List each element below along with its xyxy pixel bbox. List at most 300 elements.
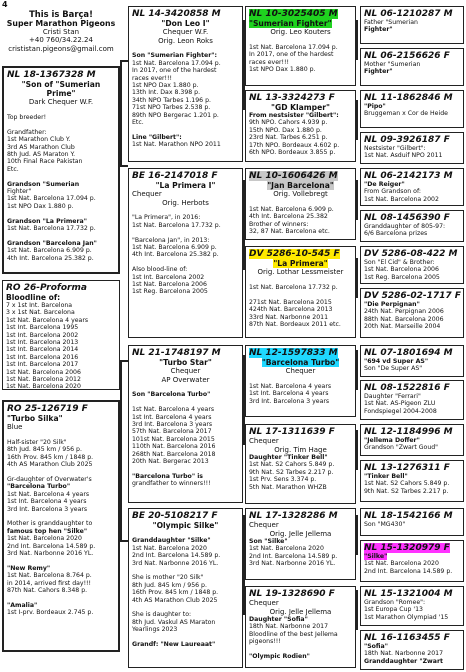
pigeon-note: Fighter" [364,68,393,76]
ring-number: RO 25-126719 F [7,404,88,414]
achievement-list [6,302,116,390]
achievement-line: 18th Nat. Narbonne 2017 [249,623,329,631]
connector-line [120,540,128,542]
pedigree-box-ssd [245,90,356,162]
achievement-line: 4th Int. Barcelona 25.382 p. [7,254,94,262]
pedigree-box-g9 [360,345,464,377]
achievement-line: 1st Nat. Barcelona 2006 [132,281,207,289]
achievement-list [364,316,460,331]
ring-number: NL 16-1163455 F [364,633,450,643]
ring-highlight: NL 15-1320979 F [364,543,450,553]
ring-number: NL 17-1328286 M [249,511,338,521]
achievement-line: 1st Int. Barcelona 2014 [6,346,79,354]
achievement-line: 1st Nat. Barcelona 2012 [6,376,81,384]
achievement-line [7,232,115,239]
achievement-line: 33rd Nat. Narbonne 2011 [249,313,329,321]
achievement-line: 3rd Int. Barcelona 3 years [7,505,88,513]
pigeon-origin: Orig. Vollebregt [273,190,328,198]
achievement-line: Line "Gilbert": [132,133,182,141]
pigeon-name [249,358,352,367]
pigeon-color: Chequer [170,367,201,375]
pigeon-note: 1st Nat. Asduif NPO 2011 [364,152,443,160]
achievement-line: 13th Int. Dax 8.398 p. [132,89,201,97]
pedigree-box-g12 [360,460,464,502]
achievement-line [7,432,115,439]
pedigree-box-dam [2,400,120,652]
connector-line [356,590,358,630]
connector-line [120,360,122,540]
ring-number [249,348,352,358]
achievement-line [7,594,115,601]
ring-number: NL 13-3324273 F [249,93,335,103]
ring-highlight: NL 12-1597833 M [249,348,338,358]
ring-number [364,543,460,553]
achievement-line: 1st Int. Barcelona 1995 [6,324,79,332]
achievement-line: 3rd Nat. Narbonne 2016 YL. [7,550,94,557]
achievement-line: Son "Barcelona Turbo" [132,391,211,399]
achievement-list [249,616,352,660]
achievement-line: 7 x 1st Int. Barcelona [6,302,73,309]
pedigree-box-g11 [360,424,464,456]
pigeon-origin: Orig. Leon Roks [158,36,213,45]
pigeon-note: 24th Nat. Perpignan 2006 [364,308,444,316]
achievement-line: 16th Prov. 845 km / 1848 p. [132,589,219,597]
pedigree-box-dds [245,508,356,580]
achievement-line: She is mother "20 Silk" [132,574,204,582]
ring-highlight: NL 10-3025405 M [249,9,338,19]
achievement-line [249,277,352,284]
achievement-line: 1st Int. Barcelona 4 years [7,498,87,506]
achievement-line: 1st Nat. Barcelona 6.909 p. [249,205,334,213]
pedigree-box-g15 [360,586,464,626]
pedigree-box-g5 [360,168,464,206]
achievement-line [249,291,352,298]
pigeon-note: 1st Nat. Barcelona 2020 [364,560,439,568]
achievement-line: 5th Nat. Marathon WHZB [249,483,327,491]
pigeon-note: 6/6 Barcelona prizes [364,230,428,238]
pedigree-box-dsd [245,424,356,504]
achievement-line: 1st Nat. Barcelona 17.094 p. [132,59,221,67]
achievement-line: 1st Nat. Barcelona 8.764 p. [7,572,92,580]
achievement-line: 17th NPO. Bordeaux 4.602 p. [249,141,340,149]
achievement-line: 2nd Int. Barcelona 14.589 p. [364,567,453,575]
achievement-line: Grandson "Sumerian [7,180,80,188]
achievement-line: 110th Nat. Barcelona 2016 [132,443,216,451]
achievement-line: 3rd Int. Barcelona 3 years [132,421,213,429]
ring-number: NL 06-2142173 M [364,171,453,181]
pedigree-box-ddd [245,586,356,668]
pigeon-name [249,19,352,28]
pedigree-box-sire [2,66,120,274]
achievement-line [132,229,239,236]
achievement-line: Son "Silke" [249,538,288,545]
achievement-list [132,45,239,149]
achievement-line: 15th NPO. Dax 1.880 p. [249,126,322,134]
achievement-line: 23rd Nat. Tarbes 6.251 p. [249,134,328,142]
achievement-line: 4th Int. Barcelona 25.382 [249,213,328,221]
pedigree-box-g4 [360,132,464,164]
pigeon-note: Son "El Cid" & Brother: [364,259,435,266]
pigeon-origin: Orig. Leo Kouters [270,28,331,36]
pedigree-box-g1 [360,6,464,44]
name-highlight: "Barcelona Turbo" [261,358,340,367]
pigeon-name: Bloodline of: [6,293,61,302]
connector-line [120,165,128,167]
owner-name: Cristi Stan [42,28,80,36]
pigeon-note: Fighter" [364,26,393,34]
achievement-line: 8th Jud. AS Maraton Y. [7,150,76,158]
pigeon-origin: AP Overwater [161,375,210,384]
achievement-list [249,538,352,568]
achievement-line: 87th Nat. Bordeaux 2011 etc. [249,320,341,328]
achievement-line: Daughter "Tinker Bell" [249,454,328,461]
pedigree-box-proforma [2,280,120,390]
achievement-line: 1st NPO Dax 1.880 p. [132,82,199,90]
pedigree-box-g13 [360,508,464,536]
pigeon-note: From Grandson of: [364,188,422,196]
achievement-list [249,112,352,156]
achievement-line [132,634,239,641]
achievement-line: Top breeder! [7,113,47,121]
pigeon-note: "Die Perpignan" [364,301,420,308]
pigeon-name: "GD Klamper" [271,103,330,112]
ring-number: BE 20-5108217 F [132,511,218,521]
pedigree-box-g10 [360,380,464,420]
achievement-line: 1st Int. Barcelona 2002 [132,273,205,281]
achievement-line [249,646,352,653]
achievement-line: 3rd Int. Barcelona 3 years [249,397,330,405]
achievement-line: 1st Nat. Marathon NPO 2011 [132,141,221,149]
achievement-line: 1st Int. Barcelona 2013 [6,339,79,347]
achievement-line [7,469,115,476]
achievement-list [132,384,239,488]
achievement-line: 2nd Int. Barcelona 14.589 p. [7,542,96,550]
owner-phone: +40 760/34.22.24 [29,36,93,45]
pigeon-origin: Orig. Jelle Jellema [269,607,332,616]
achievement-line: 1st Nat. Barcelona 6.909 p. [7,247,92,255]
achievement-list [249,199,352,236]
achievement-line: races ever!!! [249,58,289,66]
connector-line [356,20,358,60]
achievement-line: 1st Nat. Barcelona 4 years [6,316,89,324]
pigeon-origin: Orig. Lothar Lessmeister [257,268,344,276]
achievement-line [7,173,115,180]
pedigree-box-g16 [360,630,464,670]
achievement-line: pigeons!!! [249,638,281,646]
pigeon-note: "Tinker Bell" [364,473,408,480]
pigeon-note: "Sofia" [364,643,388,650]
achievement-line: 1st Nat. Barcelona 2002 [364,195,439,203]
achievement-line [132,259,239,266]
pedigree-subtitle: Super Marathon Pigeons [6,19,116,28]
achievement-line: "Barcelona Turbo" [7,483,71,491]
achievement-line: 20th Nat. Marseille 2004 [364,323,441,331]
achievement-line: 2nd Int. Barcelona 14.589 p. [132,552,221,560]
achievement-line: Yearlings 2023 [132,626,178,634]
connector-line [356,180,358,220]
connector-line [120,360,128,362]
achievement-line: 88th Nat. Barcelona 2006 [364,315,444,323]
ring-number: NL 18-1542166 M [364,511,453,521]
achievement-line: 1st Nat. Barcelona 4 years [7,490,90,498]
achievement-line [132,465,239,472]
pedigree-box-g2 [360,48,464,86]
achievement-line [7,210,115,217]
achievement-line: "La Primera", in 2016: [132,214,201,222]
achievement-line: In 2017, one of the hardest [132,67,217,75]
achievement-line: Son "Sumerian Fighter": [132,52,217,60]
pigeon-color: Chequer [249,521,279,529]
achievement-line [132,126,239,133]
ring-number: NL 19-1328690 F [249,589,335,599]
achievement-list [7,432,115,617]
achievement-line: 4th Int. Barcelona 25.382 p. [132,251,219,259]
achievement-line: 1st Nat. Barcelona 17.732 p. [132,221,221,229]
pigeon-note: 1st Nat. Barcelona 2006 [364,266,439,274]
achievement-line [132,399,239,406]
achievement-line: Grandson "Barcelona Jan" [7,239,97,247]
ring-number: RO 26-Proforma [6,283,87,293]
achievement-line: 3rd AS Marathon Club [7,143,75,151]
achievement-list [364,408,460,415]
pigeon-origin: Orig. Tim Hage [274,445,327,454]
achievement-line: 1st Prv. Sens 3.374 p. [249,476,317,484]
achievement-line: 1st Marathon Club Y. [7,136,71,144]
pigeon-note: "694 vd Super AS" [364,358,429,365]
achievement-line [7,557,115,564]
achievement-line: 1st Int. Barcelona 2002 [6,331,79,339]
pedigree-box-g14 [360,540,464,582]
achievement-line: 9th Nat. S2 Tarbes 2.217 p. [364,487,449,495]
achievement-line: 1st Nat. Barcelona 2020 [6,383,81,390]
achievement-line: 101st Nat. Barcelona 2015 [132,435,215,443]
ring-number: NL 21-1748197 M [132,348,221,358]
achievement-line [132,45,239,52]
ring-number: NL 15-1321004 M [364,589,453,599]
achievement-line [7,107,115,114]
pedigree-box-dd [128,508,243,668]
pedigree-box-dss [245,345,356,417]
achievement-line: Grandfather: [7,128,47,136]
pigeon-name: "La Primera I" [155,181,216,190]
achievement-line: 6th NPO. Bordeaux 3.855 p. [249,149,336,157]
ring-number: NL 08-1522816 F [364,383,450,393]
achievement-line: 1st Nat. Barcelona 2006 [6,368,81,376]
pigeon-note: Grandson "Zwart Goud" [364,444,439,452]
pigeon-note [364,553,460,560]
achievement-line: "Olympic Rodien" [249,653,310,661]
ring-number: NL 17-1311639 F [249,427,335,437]
achievement-line: races ever!!! [132,74,172,82]
achievement-line: 271st Nat. Barcelona 2015 [249,298,332,306]
achievement-line: 1st NPO Dax 1.880 p. [7,202,74,210]
connector-line [356,258,358,298]
pedigree-box-ds [128,345,243,503]
pigeon-name: "Olympic Silke" [152,521,219,530]
achievement-list [364,658,460,665]
ring-number [249,9,352,19]
achievement-line [7,121,115,128]
achievement-line: Gr-daughter of Overwater's [7,475,92,483]
pigeon-note: 1st Nat. S2 Cahors 5.849 p. [364,480,450,488]
pigeon-color: Chequer [285,367,316,375]
pigeon-color: Chequer W.F. [162,28,209,36]
achievement-line: From nestsister "Gilbert": [249,112,339,119]
achievement-line: 3 x 1st Nat. Barcelona [6,309,75,317]
achievement-list [364,488,460,495]
pigeon-note: Mother "Sumerian [364,61,421,68]
pigeon-note: Son "MG430" [364,521,406,528]
achievement-line: 1st Int. Barcelona 4 years [249,390,329,398]
achievement-line: Also blood-line of: [132,266,188,274]
ring-number: DV 5286-02-1717 F [364,291,461,301]
pigeon-note: 1st Europa Cup '13 [364,606,423,614]
achievement-line: 1st Nat. Barcelona 4 years [132,406,215,414]
achievement-line [249,376,352,383]
achievement-line: 8th Jud. 845 km / 956 p. [7,446,82,454]
achievement-line: Fondspiegel 2004-2008 [364,407,437,415]
achievement-list [364,568,460,575]
connector-line [356,515,358,555]
achievement-line: Brother of winners: [249,220,309,228]
achievement-line: in 2014, arrived first day!!! [7,579,92,587]
achievement-line: 16th Prov. 845 km / 1848 p. [7,453,94,461]
achievement-line: 268th Nat. Barcelona 2018 [132,450,216,458]
ring-number: NL 07-1801694 M [364,348,453,358]
achievement-line: 71st NPO Tarbes 2.538 p. [132,104,211,112]
achievement-line: Daughter "Sofia" [249,616,308,623]
pigeon-note: "Jellema Doffer" [364,437,420,444]
name-highlight: "Jan Barcelona" [267,181,334,190]
achievement-line: 1st Nat. Barcelona 17.094 p. [249,43,338,51]
pedigree-box-g7 [360,246,464,284]
ring-number: NL 14-3420858 M [132,9,221,19]
pedigree-box-sdd [245,246,356,338]
pigeon-note: Bruggeman x Cor de Heide [364,110,448,118]
achievement-list [132,530,239,649]
achievement-line: 20th Nat. Bergerac 2013 [132,458,209,466]
connector-line [356,430,358,470]
pigeon-name: "Turbo Star" [159,358,212,367]
achievement-line: Fighter" [7,187,32,195]
pedigree-box-sds [245,168,356,240]
pigeon-name: "Son of "Sumerian Prime" [21,80,101,98]
pigeon-color: Chequer [132,190,162,198]
achievement-line: 1st Nat. S2 Cahors 5.849 p. [249,461,335,469]
ring-number: NL 13-1276311 F [364,463,450,473]
achievement-line: Etc. [132,119,144,127]
achievement-line: Granddaughter "Silke" [132,537,211,545]
pigeon-note: "Pipo" [364,103,386,110]
achievement-line: 1st NPO Dax 1.880 p. [249,66,316,74]
ring-number: NL 12-1184996 M [364,427,453,437]
owner-email: crististan.pigeons@gmail.com [8,44,114,53]
pigeon-note: 18th Nat. Narbonne 2017 [364,650,444,658]
pigeon-color: Chequer [249,437,279,445]
connector-line [356,100,358,140]
achievement-line: famous top hen "Silke" [7,527,88,535]
achievement-line: 1st Nat. Barcelona 6.909 p. [132,244,217,252]
achievement-line: 9th Nat. S2 Tarbes 2.217 p. [249,468,334,476]
achievement-line [132,384,239,391]
achievement-line: 4th AS Marathon Club 2025 [132,596,218,604]
pigeon-color: Blue [7,423,23,431]
ring-number: BE 16-2147018 F [132,171,218,181]
achievement-line: 1st Int. Barcelona 2016 [6,353,79,361]
achievement-line: 1st I-prv. Bordeaux 2.745 p. [7,609,94,617]
pigeon-origin: Orig. Jelle Jellema [269,529,332,538]
pigeon-note: 1st Nat. AS-Pigeon ZLU [364,400,436,408]
ring-highlight: DV 5286-10-545 F [249,249,340,259]
achievement-line: 9th NPO. Cahors 4.939 p. [249,119,328,127]
ring-number: NL 11-1862846 M [364,93,453,103]
name-highlight: "Silke" [364,553,388,560]
achievement-list [364,274,460,281]
achievement-line: 1st Nat. Barcelona 4 years [249,382,332,390]
pigeon-note: Grandson "Romee": [364,599,426,606]
achievement-line: 1st Int. Barcelona 4 years [132,413,212,421]
connector-line [120,60,122,165]
ring-number [249,249,352,259]
pigeon-note: Granddaughter of 805-97: [364,223,446,230]
achievement-list [364,196,460,203]
connector-line [120,60,128,62]
achievement-line: She is daughter to: [132,611,192,619]
achievement-line: 8th Jud. 845 km / 956 p. [132,581,207,589]
achievement-line: 89th NPO Bergerac 1.201 p. [132,111,219,119]
achievement-line: 424th Nat. Barcelona 2013 [249,306,333,314]
connector-line [356,350,358,390]
pigeon-note: Son "De Super AS" [364,365,423,373]
achievement-line: 1st Int. Barcelona 2017 [6,361,79,369]
achievement-line: 34th NPO Tarbes 1.196 p. [132,96,211,104]
achievement-line: Grandson "La Primera" [7,217,87,225]
achievement-line: 1st Reg. Barcelona 2005 [132,288,208,296]
achievement-line: 1st Nat. Barcelona 17.094 p. [7,195,96,203]
achievement-line: "Barcelona Turbo" is [132,472,203,480]
achievement-list [249,277,352,329]
achievement-line [249,199,352,206]
pedigree-box-g3 [360,90,464,128]
pedigree-box-ss [128,6,243,162]
achievement-line [132,207,239,214]
pigeon-origin: Orig. Herbots [162,198,209,207]
name-highlight: "La Primera" [273,259,328,268]
ring-number: DV 5286-08-422 M [364,249,458,259]
achievement-line: Granddaughter "Zwart [364,657,443,665]
achievement-line [132,530,239,537]
achievement-line: "Amalia" [7,601,38,609]
pedigree-box-sss [245,6,356,86]
achievement-line: 8th Jud. Vaskul AS Maraton [132,618,216,626]
ring-number: NL 06-2156626 F [364,51,450,61]
pigeon-name [249,259,352,268]
achievement-line: Etc. [7,165,19,173]
pigeon-name: "Don Leo I" [161,19,210,28]
achievement-line: 1st Nat. Barcelona 17.732 p. [249,283,338,291]
achievement-line: "Barcelona Jan", in 2013: [132,236,210,244]
achievement-line: In 2017, one of the hardest [249,51,334,59]
pigeon-note: Nestsister "Gilbert": [364,145,426,152]
achievement-line: 3rd Nat. Narbonne 2016 YL. [249,560,336,568]
achievement-list [7,107,115,263]
pedigree-box-g6 [360,210,464,242]
achievement-line: "New Remy" [7,564,51,572]
achievement-line [7,513,115,520]
pigeon-name: "Turbo Silka" [7,414,63,423]
achievement-line: 2nd Int. Barcelona 14.589 p. [249,552,338,560]
ring-number: NL 18-1367328 M [7,70,96,80]
